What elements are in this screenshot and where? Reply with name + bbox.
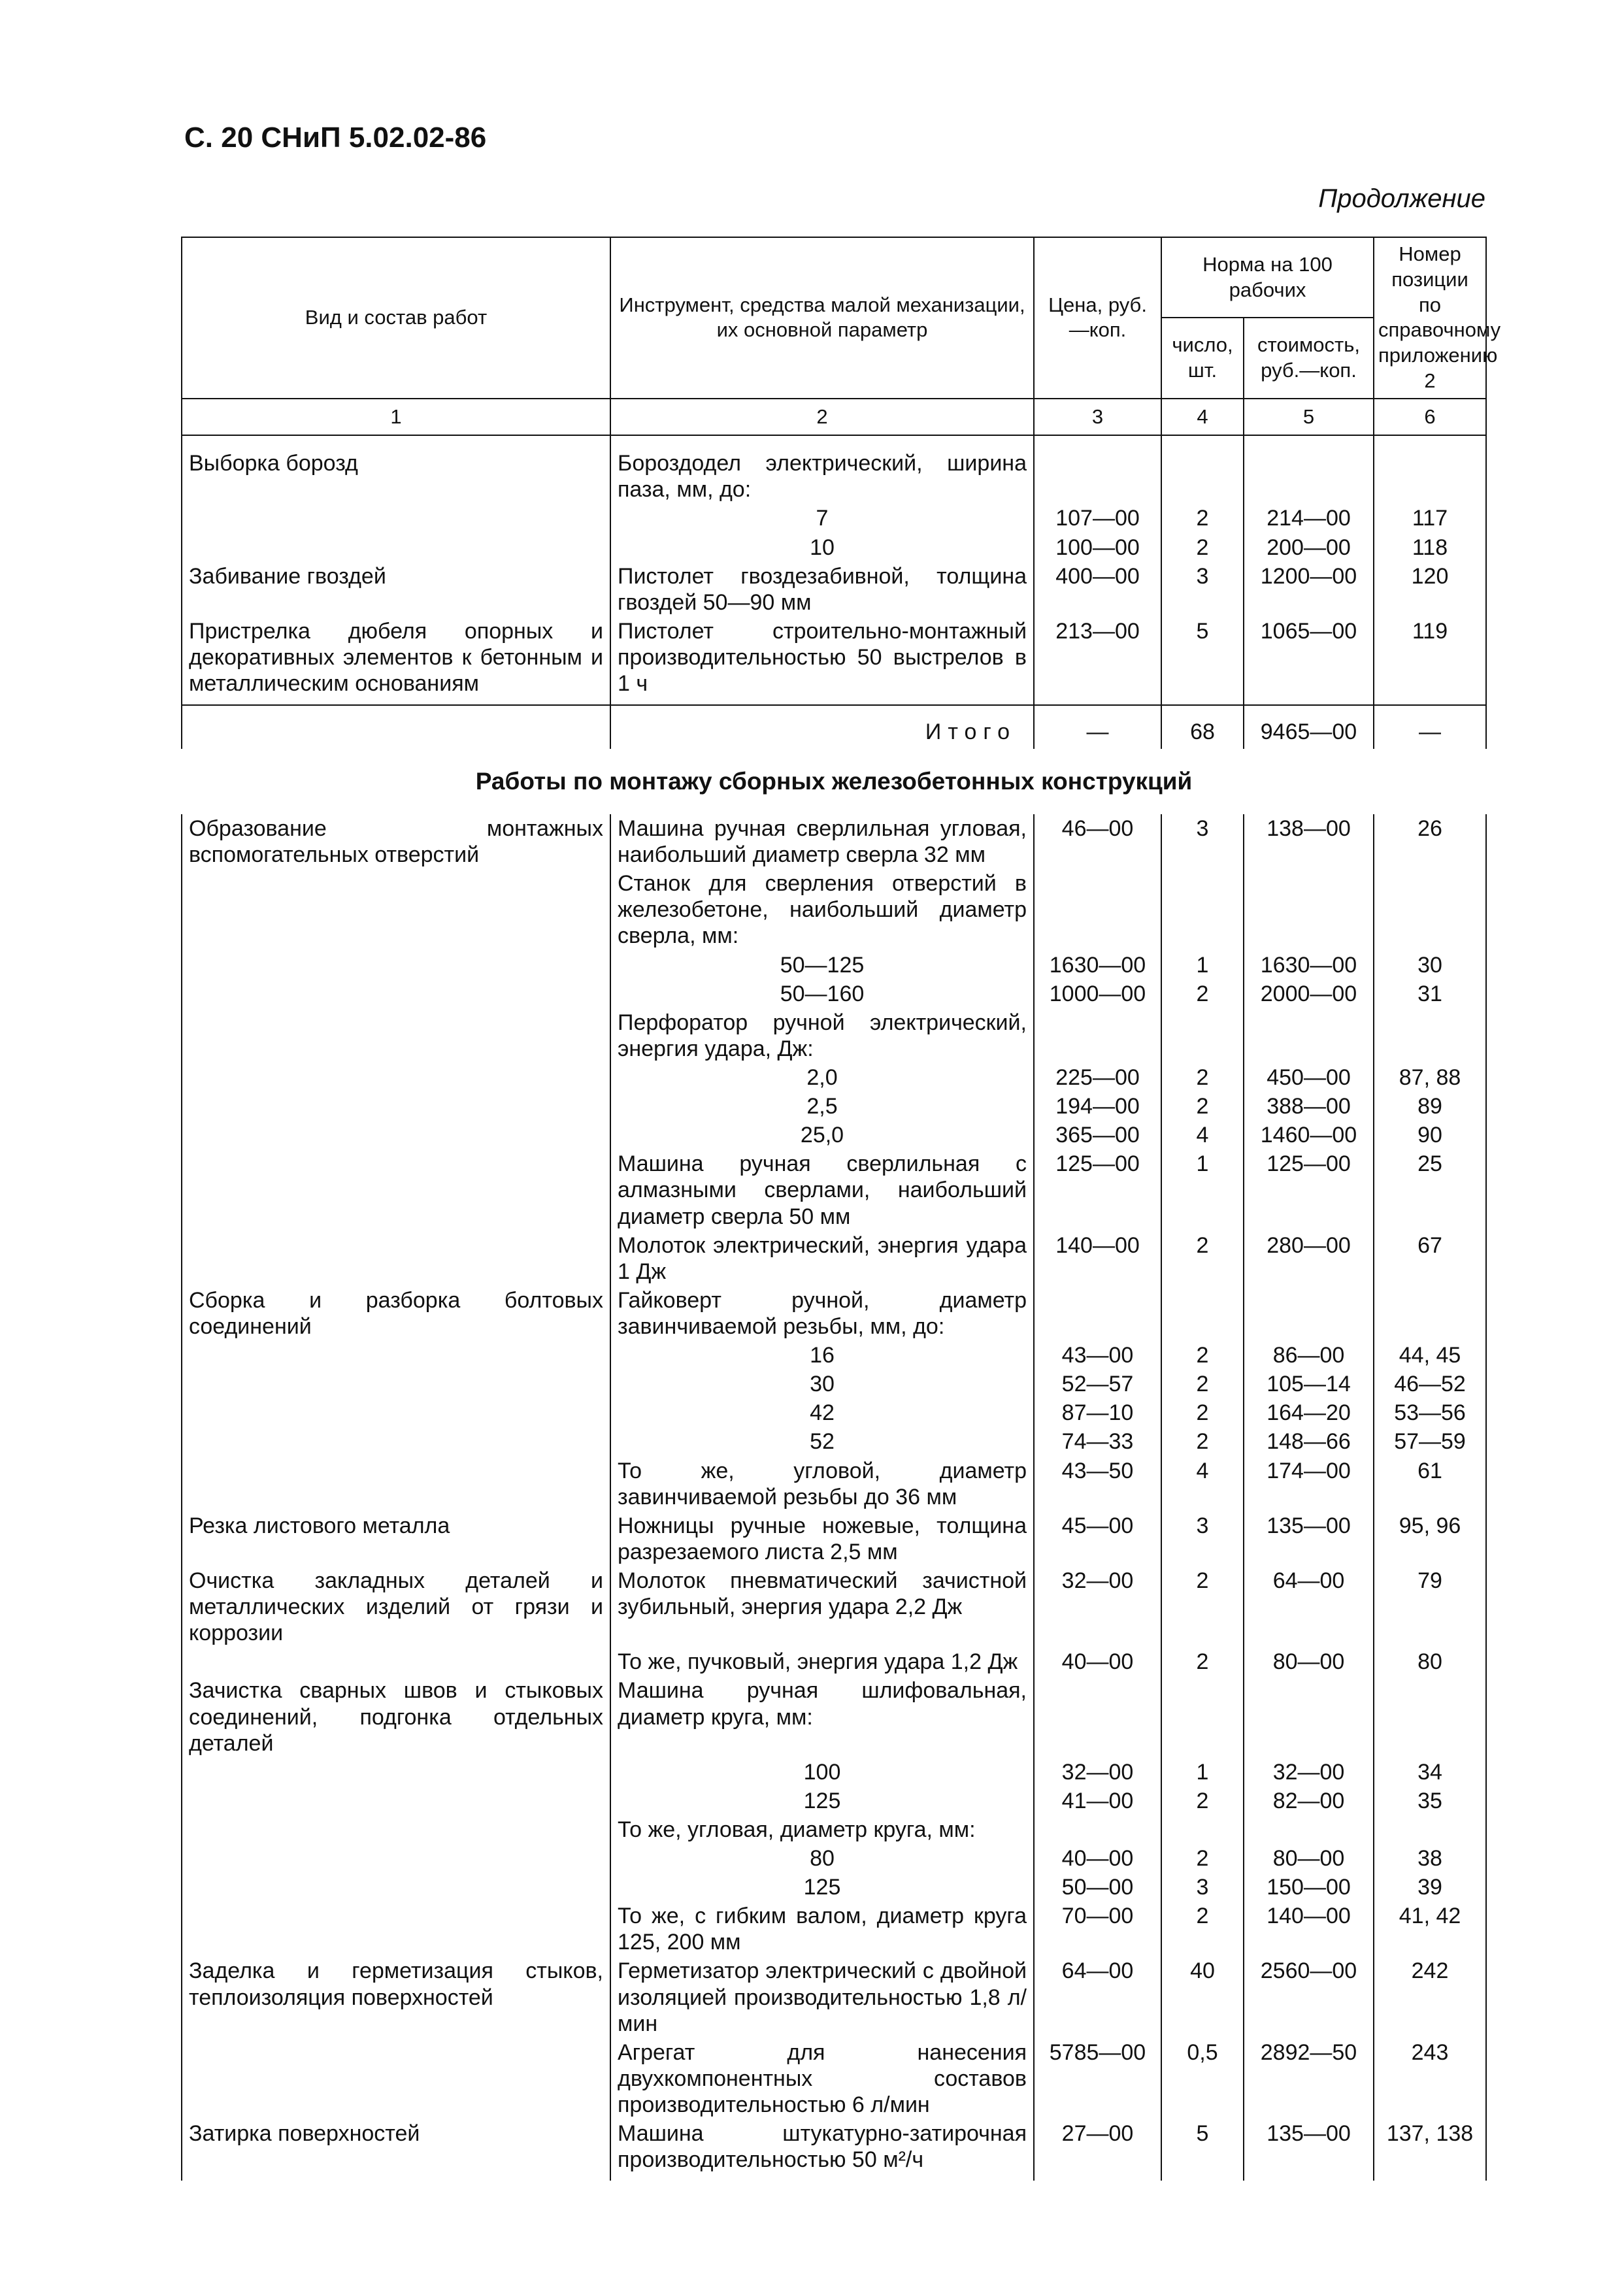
position-cell [1374, 1008, 1486, 1063]
tool-description: 16 [610, 1341, 1034, 1370]
table-row [182, 1787, 1486, 1815]
quantity-cell: 0,5 [1161, 2038, 1244, 2119]
position-cell: 26 [1374, 814, 1486, 869]
quantity-cell: 40 [1161, 1956, 1244, 2037]
price-cell: 125—00 [1034, 1149, 1161, 1230]
table-row [182, 1566, 1486, 1647]
cost-cell [1244, 1676, 1374, 1757]
price-cell: 27—00 [1034, 2119, 1161, 2181]
cost-cell: 2560—00 [1244, 1956, 1374, 2037]
tool-description: Машина ручная сверлильная угловая, наибольший диаметр сверла 32 мм [610, 814, 1034, 869]
work-description [182, 1063, 610, 1092]
cost-cell: 1200—00 [1244, 562, 1374, 617]
work-description: Резка листового металла [182, 1511, 610, 1566]
work-description [182, 1758, 610, 1787]
table-row [182, 1511, 1486, 1566]
work-description: Сборка и разборка болтовых соединений [182, 1286, 610, 1341]
work-description [182, 1427, 610, 1456]
table-row [182, 1092, 1486, 1121]
price-cell [1034, 1676, 1161, 1757]
quantity-cell: 1 [1161, 1758, 1244, 1787]
total-label: Итого [610, 705, 1034, 749]
quantity-cell: 2 [1161, 1566, 1244, 1647]
position-cell: 243 [1374, 2038, 1486, 2119]
quantity-cell [1161, 869, 1244, 950]
table-row [182, 1873, 1486, 1902]
table-row [182, 869, 1486, 950]
table-row [182, 951, 1486, 980]
tool-description: То же, угловая, диаметр круга, мм: [610, 1815, 1034, 1844]
cost-cell: 32—00 [1244, 1758, 1374, 1787]
cost-cell: 86—00 [1244, 1341, 1374, 1370]
work-description [182, 1647, 610, 1676]
tool-description: 80 [610, 1844, 1034, 1873]
work-description: Забивание гвоздей [182, 562, 610, 617]
quantity-cell: 2 [1161, 504, 1244, 533]
tool-description: Перфоратор ручной электрический, энергия удара, Дж: [610, 1008, 1034, 1063]
work-description [182, 1787, 610, 1815]
position-cell [1374, 435, 1486, 504]
table-row [182, 2119, 1486, 2181]
price-cell: 40—00 [1034, 1844, 1161, 1873]
table-row [182, 1121, 1486, 1149]
price-cell: 45—00 [1034, 1511, 1161, 1566]
price-cell: 140—00 [1034, 1231, 1161, 1286]
work-description [182, 1815, 610, 1844]
quantity-cell: 2 [1161, 1902, 1244, 1956]
position-cell: 118 [1374, 533, 1486, 562]
work-description [182, 1844, 610, 1873]
section-title: Работы по монтажу сборных железобетонных конструкций [475, 768, 1193, 795]
price-cell [1034, 435, 1161, 504]
cost-cell [1244, 869, 1374, 950]
work-description [182, 1149, 610, 1230]
price-cell [1034, 1008, 1161, 1063]
tool-description: Машина ручная шлифовальная, диаметр круга, мм: [610, 1676, 1034, 1757]
cost-cell: 450—00 [1244, 1063, 1374, 1092]
cost-cell: 125—00 [1244, 1149, 1374, 1230]
work-description: Образование монтажных вспомогательных отверстий [182, 814, 610, 869]
tool-description: 50—160 [610, 980, 1034, 1008]
price-cell: 1000—00 [1034, 980, 1161, 1008]
position-cell: 61 [1374, 1457, 1486, 1511]
price-cell: 64—00 [1034, 1956, 1161, 2037]
price-cell: 32—00 [1034, 1758, 1161, 1787]
position-cell [1374, 1676, 1486, 1757]
header-quantity: число, шт. [1161, 318, 1244, 398]
quantity-cell: 2 [1161, 1370, 1244, 1398]
work-description: Выборка борозд [182, 435, 610, 504]
price-cell: 400—00 [1034, 562, 1161, 617]
tool-description: 50—125 [610, 951, 1034, 980]
cost-cell: 1630—00 [1244, 951, 1374, 980]
table-row [182, 533, 1486, 562]
tool-description: Пистолет гвоздезабивной, толщина гвоздей 50—90 мм [610, 562, 1034, 617]
tool-description: 125 [610, 1873, 1034, 1902]
cost-cell: 140—00 [1244, 1902, 1374, 1956]
table-row [182, 1676, 1486, 1757]
quantity-cell: 2 [1161, 1341, 1244, 1370]
table-row [182, 1149, 1486, 1230]
work-description [182, 1902, 610, 1956]
position-cell [1374, 1286, 1486, 1341]
price-cell: 1630—00 [1034, 951, 1161, 980]
table-row [182, 814, 1486, 869]
price-cell: 74—33 [1034, 1427, 1161, 1456]
position-cell: 119 [1374, 617, 1486, 705]
price-cell: 107—00 [1034, 504, 1161, 533]
cost-cell: 1460—00 [1244, 1121, 1374, 1149]
table-row [182, 1008, 1486, 1063]
work-description [182, 1398, 610, 1427]
cost-cell: 80—00 [1244, 1647, 1374, 1676]
position-cell: 25 [1374, 1149, 1486, 1230]
position-cell: 41, 42 [1374, 1902, 1486, 1956]
table-row [182, 1063, 1486, 1092]
tool-description: То же, с гибким валом, диаметр круга 125, 200 мм [610, 1902, 1034, 1956]
header-position: Номер позиции по справочному приложению 2 [1374, 237, 1486, 399]
work-description: Очистка закладных деталей и металлических изделий от грязи и коррозии [182, 1566, 610, 1647]
section-row [182, 749, 1486, 814]
price-cell: 40—00 [1034, 1647, 1161, 1676]
work-description [182, 504, 610, 533]
cost-cell: 105—14 [1244, 1370, 1374, 1398]
cost-cell: 388—00 [1244, 1092, 1374, 1121]
header-number: 4 [1161, 399, 1244, 436]
quantity-cell [1161, 1008, 1244, 1063]
total-cost: 9465—00 [1244, 705, 1374, 749]
tool-description: 30 [610, 1370, 1034, 1398]
total-row [182, 705, 1486, 749]
tool-description: Станок для сверления отверстий в железобетоне, наибольший диаметр сверла, мм: [610, 869, 1034, 950]
work-description [182, 2038, 610, 2119]
header-number: 5 [1244, 399, 1374, 436]
header-price: Цена, руб.—коп. [1034, 237, 1161, 399]
position-cell: 242 [1374, 1956, 1486, 2037]
table-row [182, 1758, 1486, 1787]
quantity-cell: 3 [1161, 1511, 1244, 1566]
total-price: — [1034, 705, 1161, 749]
position-cell: 120 [1374, 562, 1486, 617]
total-quantity: 68 [1161, 705, 1244, 749]
price-cell: 100—00 [1034, 533, 1161, 562]
tool-description: Герметизатор электрический с двойной изоляцией производительностью 1,8 л/мин [610, 1956, 1034, 2037]
work-description: Затирка поверхностей [182, 2119, 610, 2181]
cost-cell: 1065—00 [1244, 617, 1374, 705]
page-header: С. 20 СНиП 5.02.02-86 [184, 122, 487, 154]
table-row [182, 1647, 1486, 1676]
price-cell: 5785—00 [1034, 2038, 1161, 2119]
table-row [182, 504, 1486, 533]
table-row [182, 562, 1486, 617]
table-row [182, 1815, 1486, 1844]
work-description [182, 980, 610, 1008]
cost-cell: 164—20 [1244, 1398, 1374, 1427]
work-description: Пристрелка дюбеля опорных и декоративных элементов к бетонным и металлическим основаниям [182, 617, 610, 705]
price-cell: 43—00 [1034, 1341, 1161, 1370]
table-row [182, 980, 1486, 1008]
tool-description: Машина штукатурно-затирочная производительностью 50 м²/ч [610, 2119, 1034, 2181]
position-cell: 80 [1374, 1647, 1486, 1676]
price-cell [1034, 1815, 1161, 1844]
quantity-cell: 2 [1161, 1092, 1244, 1121]
continuation-label: Продолжение [1318, 184, 1485, 213]
header-number: 6 [1374, 399, 1486, 436]
quantity-cell: 2 [1161, 1063, 1244, 1092]
cost-cell: 80—00 [1244, 1844, 1374, 1873]
tool-description: 125 [610, 1787, 1034, 1815]
quantity-cell [1161, 1286, 1244, 1341]
position-cell: 57—59 [1374, 1427, 1486, 1456]
header-work: Вид и состав работ [182, 237, 610, 399]
price-cell: 225—00 [1034, 1063, 1161, 1092]
price-cell: 43—50 [1034, 1457, 1161, 1511]
position-cell: 46—52 [1374, 1370, 1486, 1398]
cost-cell: 82—00 [1244, 1787, 1374, 1815]
tool-description: 7 [610, 504, 1034, 533]
price-cell [1034, 869, 1161, 950]
table-row [182, 1427, 1486, 1456]
cost-cell: 150—00 [1244, 1873, 1374, 1902]
price-cell: 213—00 [1034, 617, 1161, 705]
cost-cell: 214—00 [1244, 504, 1374, 533]
position-cell: 89 [1374, 1092, 1486, 1121]
quantity-cell [1161, 1676, 1244, 1757]
work-description [182, 869, 610, 950]
work-description [182, 533, 610, 562]
cost-cell: 135—00 [1244, 2119, 1374, 2181]
tool-description: Пистолет строительно-монтажный производительностью 50 выстрелов в 1 ч [610, 617, 1034, 705]
work-description [182, 1341, 610, 1370]
price-cell: 194—00 [1034, 1092, 1161, 1121]
work-description: Заделка и герметизация стыков, теплоизоляция поверхностей [182, 1956, 610, 2037]
quantity-cell: 4 [1161, 1121, 1244, 1149]
table-row [182, 1231, 1486, 1286]
tool-description: Гайковерт ручной, диаметр завинчиваемой резьбы, мм, до: [610, 1286, 1034, 1341]
table-row [182, 1956, 1486, 2037]
quantity-cell: 3 [1161, 1873, 1244, 1902]
cost-cell: 135—00 [1244, 1511, 1374, 1566]
table-row [182, 1370, 1486, 1398]
cost-cell: 148—66 [1244, 1427, 1374, 1456]
quantity-cell: 3 [1161, 814, 1244, 869]
position-cell: 90 [1374, 1121, 1486, 1149]
table-row [182, 435, 1486, 504]
block1-body [182, 435, 1486, 705]
work-description [182, 1008, 610, 1063]
position-cell: 79 [1374, 1566, 1486, 1647]
cost-cell: 2892—50 [1244, 2038, 1374, 2119]
quantity-cell: 5 [1161, 2119, 1244, 2181]
price-cell: 46—00 [1034, 814, 1161, 869]
tool-description: Ножницы ручные ножевые, толщина разрезаемого листа 2,5 мм [610, 1511, 1034, 1566]
position-cell: 34 [1374, 1758, 1486, 1787]
work-description: Зачистка сварных швов и стыковых соединений, подгонка отдельных деталей [182, 1676, 610, 1757]
work-description [182, 1370, 610, 1398]
quantity-cell: 2 [1161, 1647, 1244, 1676]
quantity-cell: 2 [1161, 980, 1244, 1008]
quantity-cell: 5 [1161, 617, 1244, 705]
cost-cell: 64—00 [1244, 1566, 1374, 1647]
tool-description: Бороздодел электрический, ширина паза, мм, до: [610, 435, 1034, 504]
work-description [182, 1092, 610, 1121]
quantity-cell: 1 [1161, 951, 1244, 980]
cost-cell [1244, 1286, 1374, 1341]
quantity-cell: 2 [1161, 1844, 1244, 1873]
table-row [182, 1844, 1486, 1873]
position-cell [1374, 869, 1486, 950]
quantity-cell: 1 [1161, 1149, 1244, 1230]
quantity-cell [1161, 435, 1244, 504]
table-row [182, 617, 1486, 705]
table-row [182, 1457, 1486, 1511]
header-number: 3 [1034, 399, 1161, 436]
tool-description: 25,0 [610, 1121, 1034, 1149]
position-cell: 39 [1374, 1873, 1486, 1902]
header-tool: Инструмент, средства малой механизации, их основной параметр [610, 237, 1034, 399]
position-cell: 87, 88 [1374, 1063, 1486, 1092]
total-body [182, 705, 1486, 814]
price-cell: 41—00 [1034, 1787, 1161, 1815]
position-cell: 137, 138 [1374, 2119, 1486, 2181]
price-cell: 365—00 [1034, 1121, 1161, 1149]
position-cell: 30 [1374, 951, 1486, 980]
price-cell: 50—00 [1034, 1873, 1161, 1902]
tool-description: Молоток электрический, энергия удара 1 Дж [610, 1231, 1034, 1286]
table-row [182, 1341, 1486, 1370]
tool-description: 10 [610, 533, 1034, 562]
quantity-cell: 2 [1161, 1787, 1244, 1815]
position-cell: 44, 45 [1374, 1341, 1486, 1370]
equipment-table [181, 237, 1501, 2181]
quantity-cell: 3 [1161, 562, 1244, 617]
work-description [182, 1873, 610, 1902]
table-row [182, 2038, 1486, 2119]
header-norm: Норма на 100 рабочих [1161, 237, 1374, 318]
price-cell: 87—10 [1034, 1398, 1161, 1427]
header-cost: стоимость, руб.—коп. [1244, 318, 1374, 398]
position-cell: 38 [1374, 1844, 1486, 1873]
position-cell: 31 [1374, 980, 1486, 1008]
cost-cell: 200—00 [1244, 533, 1374, 562]
tool-description: 100 [610, 1758, 1034, 1787]
cost-cell [1244, 435, 1374, 504]
header-number: 2 [610, 399, 1034, 436]
tool-description: То же, пучковый, энергия удара 1,2 Дж [610, 1647, 1034, 1676]
work-description [182, 1457, 610, 1511]
tool-description: 2,0 [610, 1063, 1034, 1092]
cost-cell [1244, 1815, 1374, 1844]
tool-description: 2,5 [610, 1092, 1034, 1121]
table-row [182, 1902, 1486, 1956]
cost-cell: 174—00 [1244, 1457, 1374, 1511]
price-cell [1034, 1286, 1161, 1341]
tool-description: То же, угловой, диаметр завинчиваемой резьбы до 36 мм [610, 1457, 1034, 1511]
total-position: — [1374, 705, 1486, 749]
header-number: 1 [182, 399, 610, 436]
price-cell: 52—57 [1034, 1370, 1161, 1398]
quantity-cell: 4 [1161, 1457, 1244, 1511]
quantity-cell: 2 [1161, 1427, 1244, 1456]
block2-body [182, 814, 1486, 2181]
cost-cell: 138—00 [1244, 814, 1374, 869]
position-cell: 35 [1374, 1787, 1486, 1815]
work-description [182, 951, 610, 980]
tool-description: 52 [610, 1427, 1034, 1456]
position-cell [1374, 1815, 1486, 1844]
total-empty [182, 705, 610, 749]
tool-description: Машина ручная сверлильная с алмазными сверлами, наибольший диаметр сверла 50 мм [610, 1149, 1034, 1230]
price-cell: 32—00 [1034, 1566, 1161, 1647]
quantity-cell: 2 [1161, 533, 1244, 562]
position-cell: 67 [1374, 1231, 1486, 1286]
price-cell: 70—00 [1034, 1902, 1161, 1956]
position-cell: 117 [1374, 504, 1486, 533]
position-cell: 53—56 [1374, 1398, 1486, 1427]
cost-cell: 280—00 [1244, 1231, 1374, 1286]
cost-cell [1244, 1008, 1374, 1063]
work-description [182, 1121, 610, 1149]
quantity-cell: 2 [1161, 1398, 1244, 1427]
table-row [182, 1398, 1486, 1427]
tool-description: 42 [610, 1398, 1034, 1427]
table-row [182, 1286, 1486, 1341]
work-description [182, 1231, 610, 1286]
cost-cell: 2000—00 [1244, 980, 1374, 1008]
tool-description: Молоток пневматический зачистной зубильный, энергия удара 2,2 Дж [610, 1566, 1034, 1647]
quantity-cell: 2 [1161, 1231, 1244, 1286]
position-cell: 95, 96 [1374, 1511, 1486, 1566]
quantity-cell [1161, 1815, 1244, 1844]
tool-description: Агрегат для нанесения двухкомпонентных составов производительностью 6 л/мин [610, 2038, 1034, 2119]
